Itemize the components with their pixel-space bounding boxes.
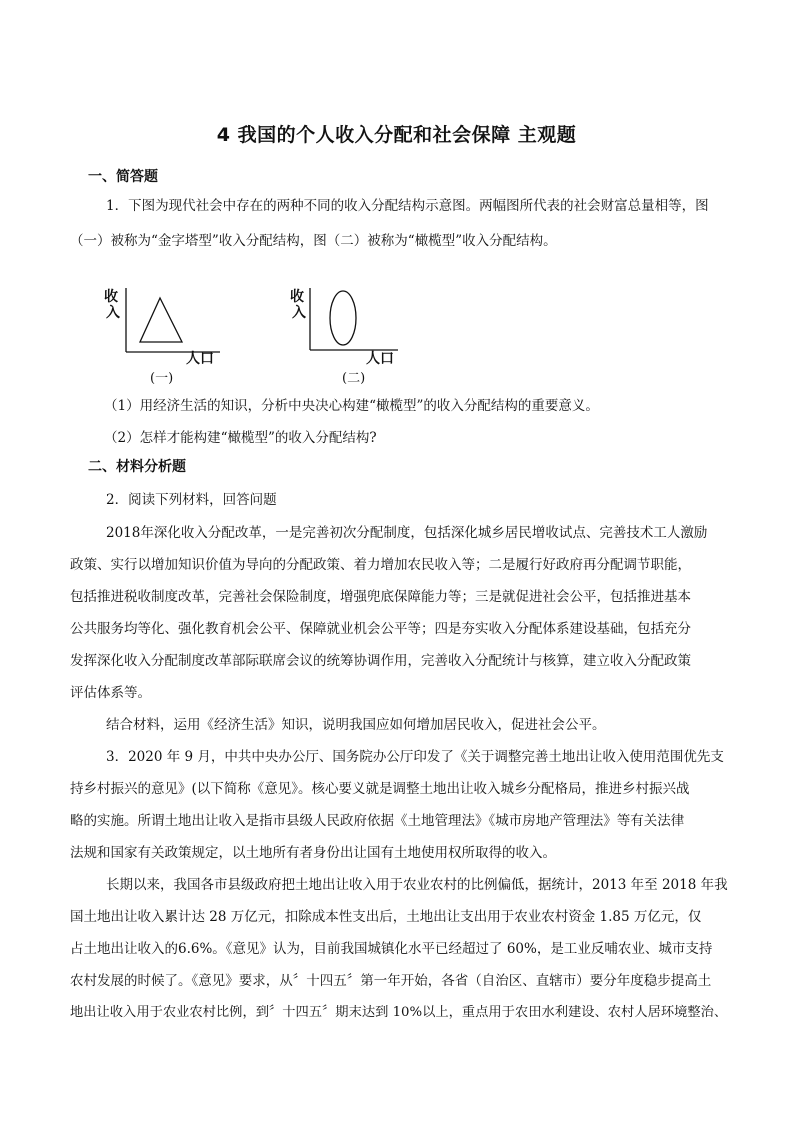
q2-para-line: 2018年深化收入分配改革，一是完善初次分配制度，包括深化城乡居民增收试点、完善技术工人激励 <box>106 525 708 541</box>
pyramid-diagram <box>100 282 250 387</box>
q1-sub-question-1: （1）用经济生活的知识，分析中央决心构建“橄榄型”的收入分配结构的重要意义。 <box>104 398 599 414</box>
q3-para-line: 略的实施。所谓土地出让收入是指市县级人民政府依据《土地管理法》《城市房地产管理法》等有关法律 <box>70 813 685 829</box>
page-title: 4 我国的个人收入分配和社会保障 主观题 <box>216 124 577 146</box>
q1-text-line-2: （一）被称为“金字塔型”收入分配结构，图（二）被称为“橄榄型”收入分配结构。 <box>70 233 557 249</box>
q2-question: 结合材料，运用《经济生活》知识，说明我国应如何增加居民收入，促进社会公平。 <box>106 717 606 733</box>
pyramid-caption: (一) <box>150 371 174 386</box>
q3-para-line: 法规和国家有关政策规定，以土地所有者身份出让国有土地使用权所取得的收入。 <box>70 845 556 861</box>
section-heading-short-answer: 一、简答题 <box>88 169 158 185</box>
figure-olive <box>286 282 436 387</box>
q3-para-line: 持乡村振兴的意见》(以下简称《意见》。核心要义就是调整土地出让收入城乡分配格局，推进乡村振兴战 <box>70 781 690 797</box>
olive-x-label: 人口 <box>366 351 394 367</box>
q2-para-line: 评估体系等。 <box>70 685 151 701</box>
q3-para2-line: 地出让收入用于农业农村比例，到〞十四五〞期末达到 10%以上，重点用于农田水利建设、农村人居环境整治、 <box>70 1005 728 1020</box>
pyramid-x-label: 人口 <box>186 351 214 367</box>
olive-caption: (二) <box>342 371 366 386</box>
q2-para-line: 发挥深化收入分配制度改革部际联席会议的统筹协调作用，完善收入分配统计与核算，建立收入分配政策 <box>70 653 691 669</box>
figure-pyramid <box>100 282 250 387</box>
pyramid-y-label-1: 收 <box>104 289 118 305</box>
pyramid-y-label-2: 入 <box>106 305 120 321</box>
olive-y-label-2: 入 <box>292 305 306 321</box>
q3-para2-line: 农村发展的时候了。《意见》要求，从〞十四五〞第一年开始，各省（自治区、直辖市）要分年度稳步提高土 <box>70 973 712 989</box>
section-heading-material-analysis: 二、材料分析题 <box>88 459 186 475</box>
q2-para-line: 政策、实行以增加知识价值为导向的分配政策、着力增加农民收入等；二是履行好政府再分配调节职能， <box>70 557 691 573</box>
q1-sub-question-2: （2）怎样才能构建“橄榄型”的收入分配结构? <box>104 430 377 446</box>
q2-para-line: 公共服务均等化、强化教育机会公平、保障就业机会公平等；四是夯实收入分配体系建设基础，包括充分 <box>70 621 691 637</box>
q3-para2-line: 占土地出让收入的6.6%。《意见》认为，目前我国城镇化水平已经超过了 60%，是工业反哺农业、城市支持 <box>70 941 713 957</box>
pyramid-triangle <box>140 298 182 342</box>
q1-text-line-1: 1．下图为现代社会中存在的两种不同的收入分配结构示意图。两幅图所代表的社会财富总量相等，图 <box>106 198 709 214</box>
q3-para2-line: 国土地出让收入累计达 28 万亿元，扣除成本性支出后，土地出让支出用于农业农村资金 1.85 万亿元，仅 <box>70 909 702 925</box>
q2-para-line: 包括推进税收制度改革，完善社会保险制度，增强兜底保障能力等；三是就促进社会公平，包括推进基本 <box>70 589 691 605</box>
q3-para-line: 3．2020 年 9 月，中共中央办公厅、国务院办公厅印发了《关于调整完善土地出让收入使用范围优先支 <box>106 749 724 765</box>
q2-intro: 2．阅读下列材料，回答问题 <box>106 492 277 508</box>
q3-para2-line: 长期以来，我国各市县级政府把土地出让收入用于农业农村的比例偏低，据统计，2013 年至 2018 年我 <box>106 877 728 893</box>
olive-y-label-1: 收 <box>290 289 304 305</box>
olive-ellipse <box>330 291 356 345</box>
